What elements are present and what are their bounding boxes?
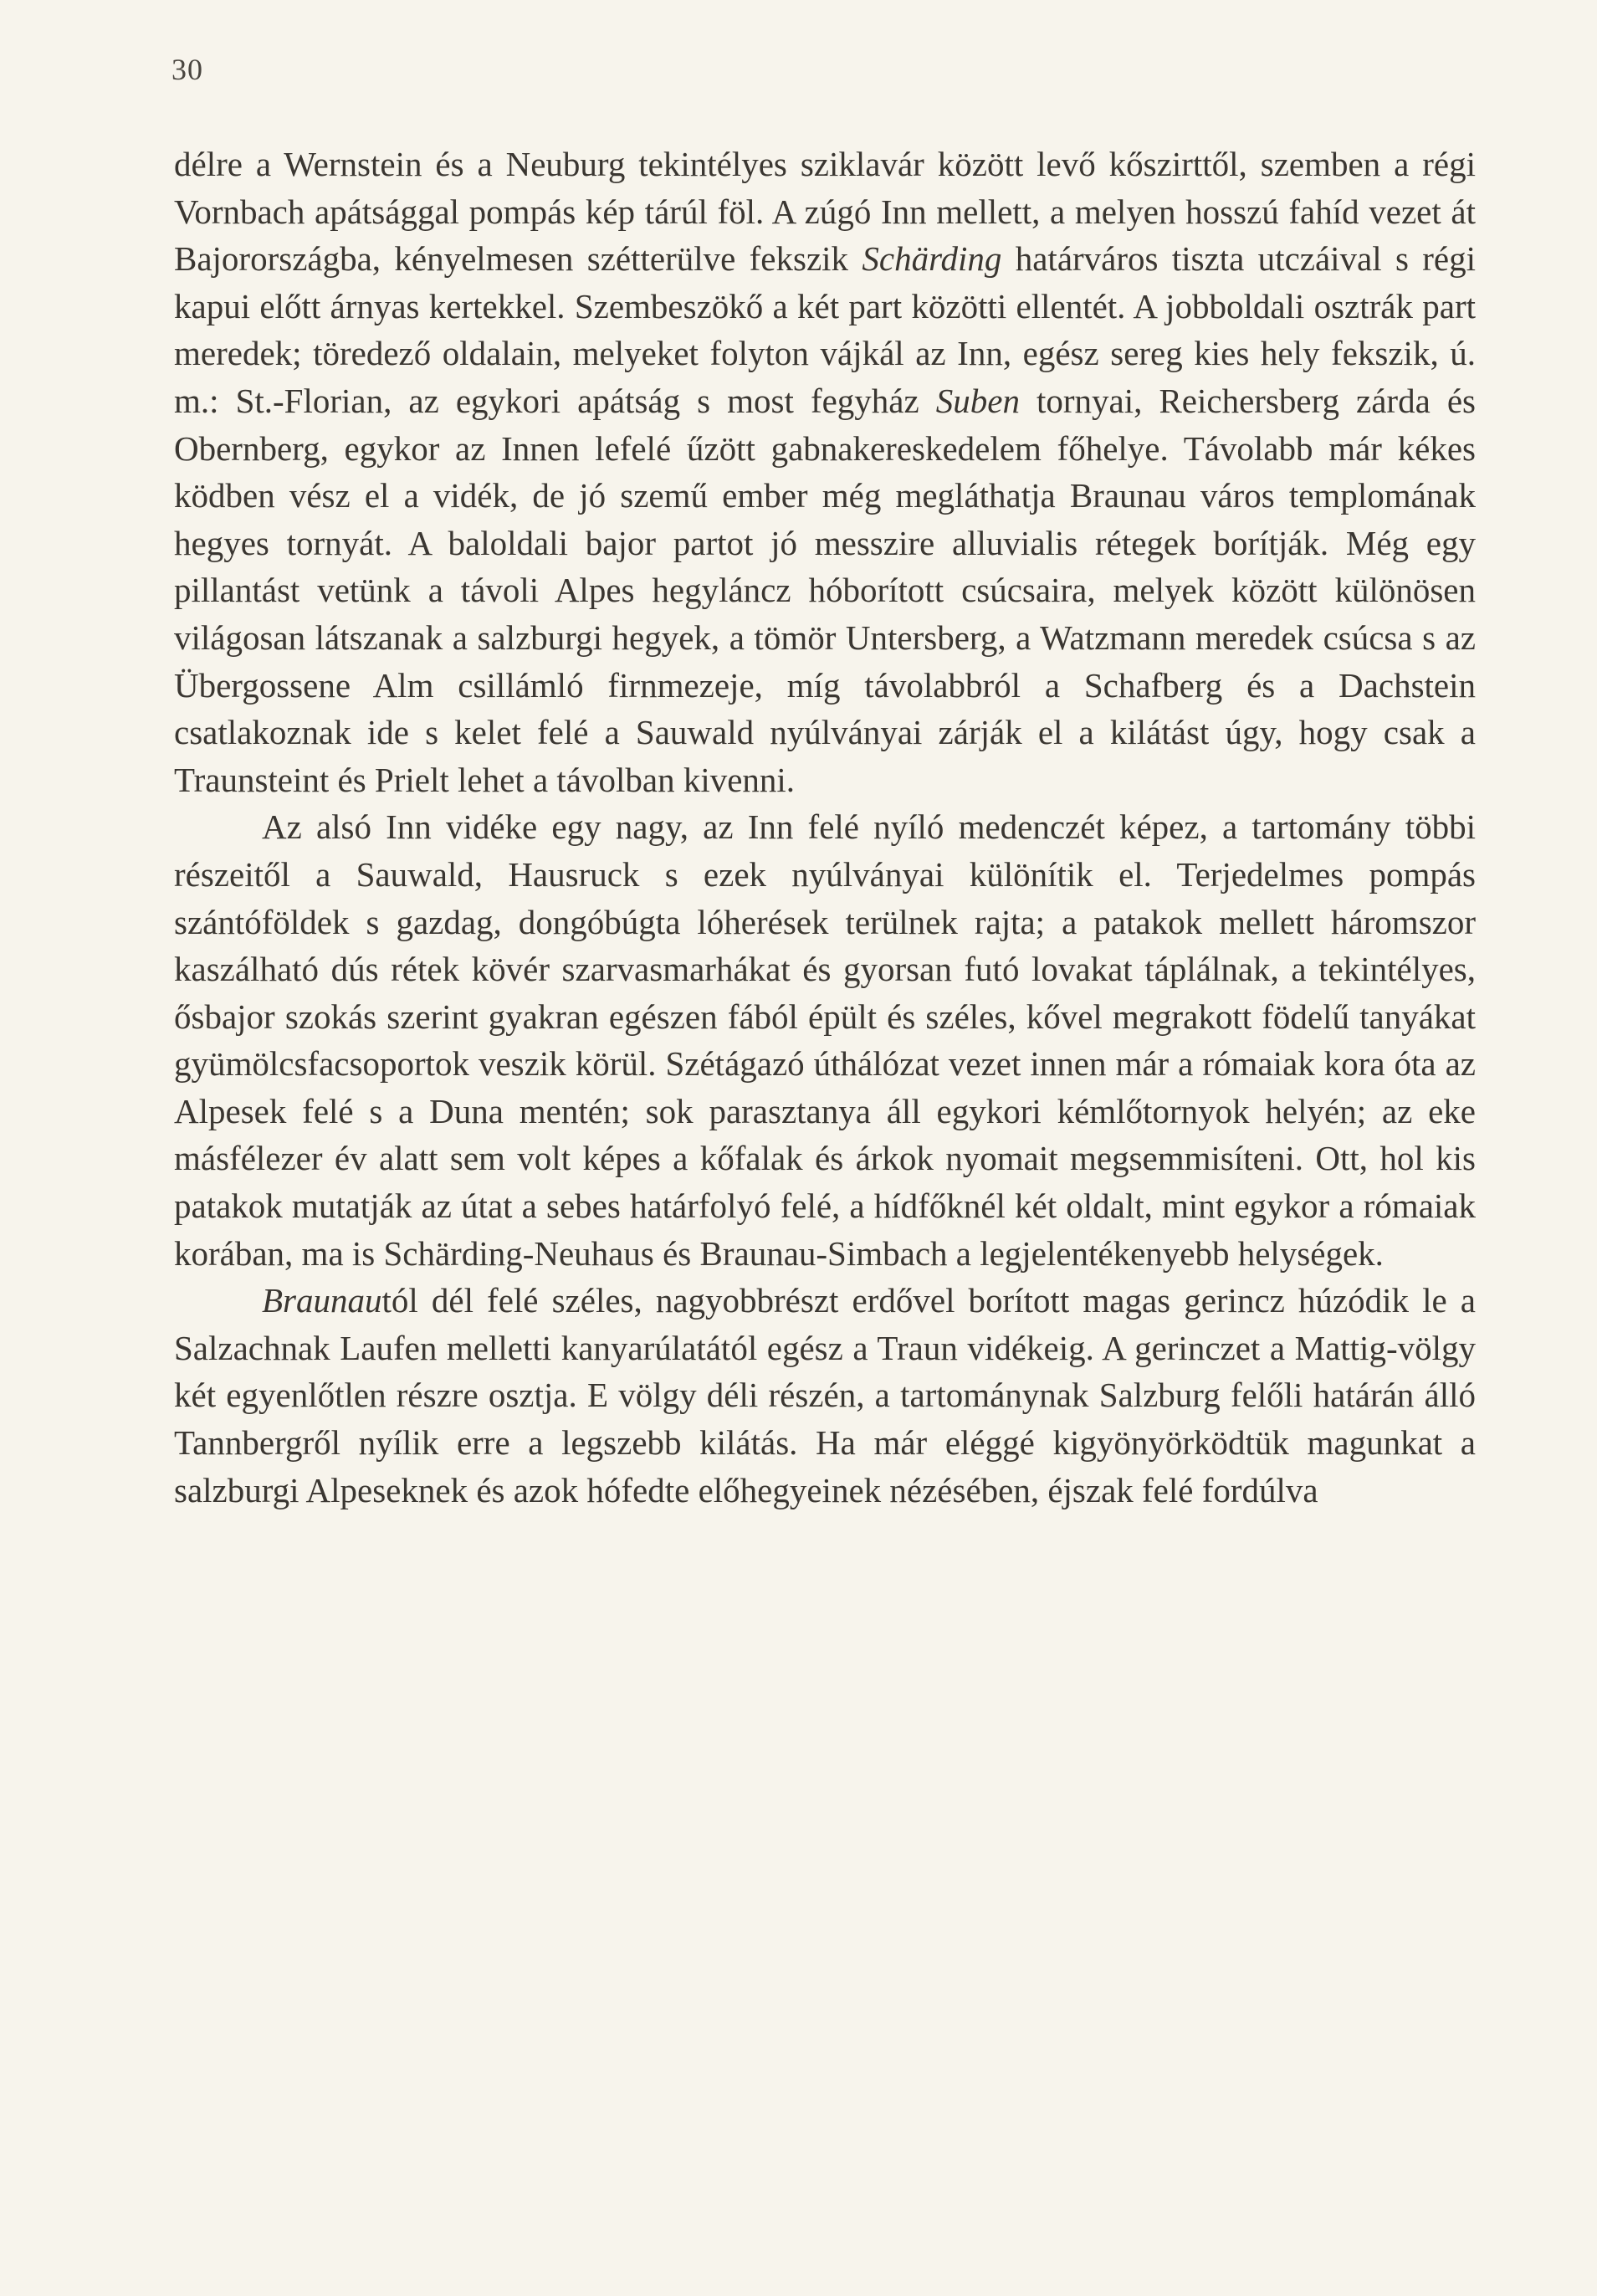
page-number: 30 (171, 53, 203, 86)
italic-place-name: Schärding (862, 239, 1002, 279)
text-span: tornyai, Reichersberg zárda és Obernberg, egykor az Innen lefelé űzött gabnakereskedelem főhelye. Távolabb már kékes ködben vész el a vidék, de jó szemű ember még megláthatja Braunau város templomának hegyes tornyát. A baloldali bajor partot jó messzire alluvialis rétegek borítják. Még egy pillantást vetünk a távoli Alpes hegyláncz hóborított csúcsaira, melyek között különösen világosan látszanak a salzburgi hegyek, a tömör Untersberg, a Watzmann meredek csúcsa s az Übergossene Alm csillámló firnmezeje, míg távolabbról a Schafberg és a Dachstein csatlakoznak ide s kelet felé a Sauwald nyúlványai zárják el a kilátást úgy, hogy csak a Traunsteint és Prielt lehet a távolban kivenni. (174, 381, 1476, 799)
text-span: délre a Wernstein és a Neuburg tekintélyes sziklavár között levő kőszirttől, szemben a régi Vornbach apátsággal pompás kép tárúl föl. A zúgó Inn mellett, a melyen hosszú fahíd vezet át Bajorországba, kényelmesen szétterülve fekszik (174, 145, 1476, 279)
paragraph (174, 803, 1476, 1277)
text-span: határváros tiszta utczáival s régi kapui előtt árnyas kertekkel. Szembeszökő a két part közötti ellentét. A jobboldali osztrák part meredek; töredező oldalain, melyeket folyton vájkál az Inn, egész sereg kies hely fekszik, ú. m.: St.-Florian, az egykori apátság s most fegyház (174, 239, 1476, 420)
paragraph (174, 1277, 1476, 1514)
text-span: tól dél felé széles, nagyobbrészt erdővel borított magas gerincz húzódik le a Salzachnak Laufen melletti kanyarúlatától egész a Traun vidékeig. A gerinczet a Mattig-völgy két egyenlőtlen részre osztja. E völgy déli részén, a tartománynak Salzburg felőli határán álló Tannbergről nyílik erre a legszebb kilátás. Ha már eléggé kigyönyörködtük magunkat a salzburgi Alpeseknek és azok hófedte előhegyeinek nézésében, éjszak felé fordúlva (174, 1281, 1476, 1509)
body-text (174, 141, 1476, 1514)
italic-place-name: Braunau (262, 1281, 382, 1320)
italic-place-name: Suben (935, 381, 1020, 420)
paragraph (174, 141, 1476, 803)
text-span: Az alsó Inn vidéke egy nagy, az Inn felé nyíló medenczét képez, a tartomány többi részeitől a Sauwald, Hausruck s ezek nyúlványai különítik el. Terjedelmes pompás szántóföldek s gazdag, dongóbúgta lóherések terülnek rajta; a patakok mellett háromszor kaszálható dús rétek kövér szarvasmarhákat és gyorsan futó lovakat táplálnak, a tekintélyes, ősbajor szokás szerint gyakran egészen fából épült és széles, kővel megrakott födelű tanyákat gyümölcsfacsoportok veszik körül. Szétágazó úthálózat vezet innen már a rómaiak kora óta az Alpesek felé s a Duna mentén; sok parasztanya áll egykori kémlőtornyok helyén; az eke másfélezer év alatt sem volt képes a kőfalak és árkok nyomait megsemmisíteni. Ott, hol kis patakok mutatják az útat a sebes határfolyó felé, a hídfőknél két oldalt, mint egykor a rómaiak korában, ma is Schärding-Neuhaus és Braunau-Simbach a legjelentékenyebb helységek. (174, 807, 1476, 1273)
